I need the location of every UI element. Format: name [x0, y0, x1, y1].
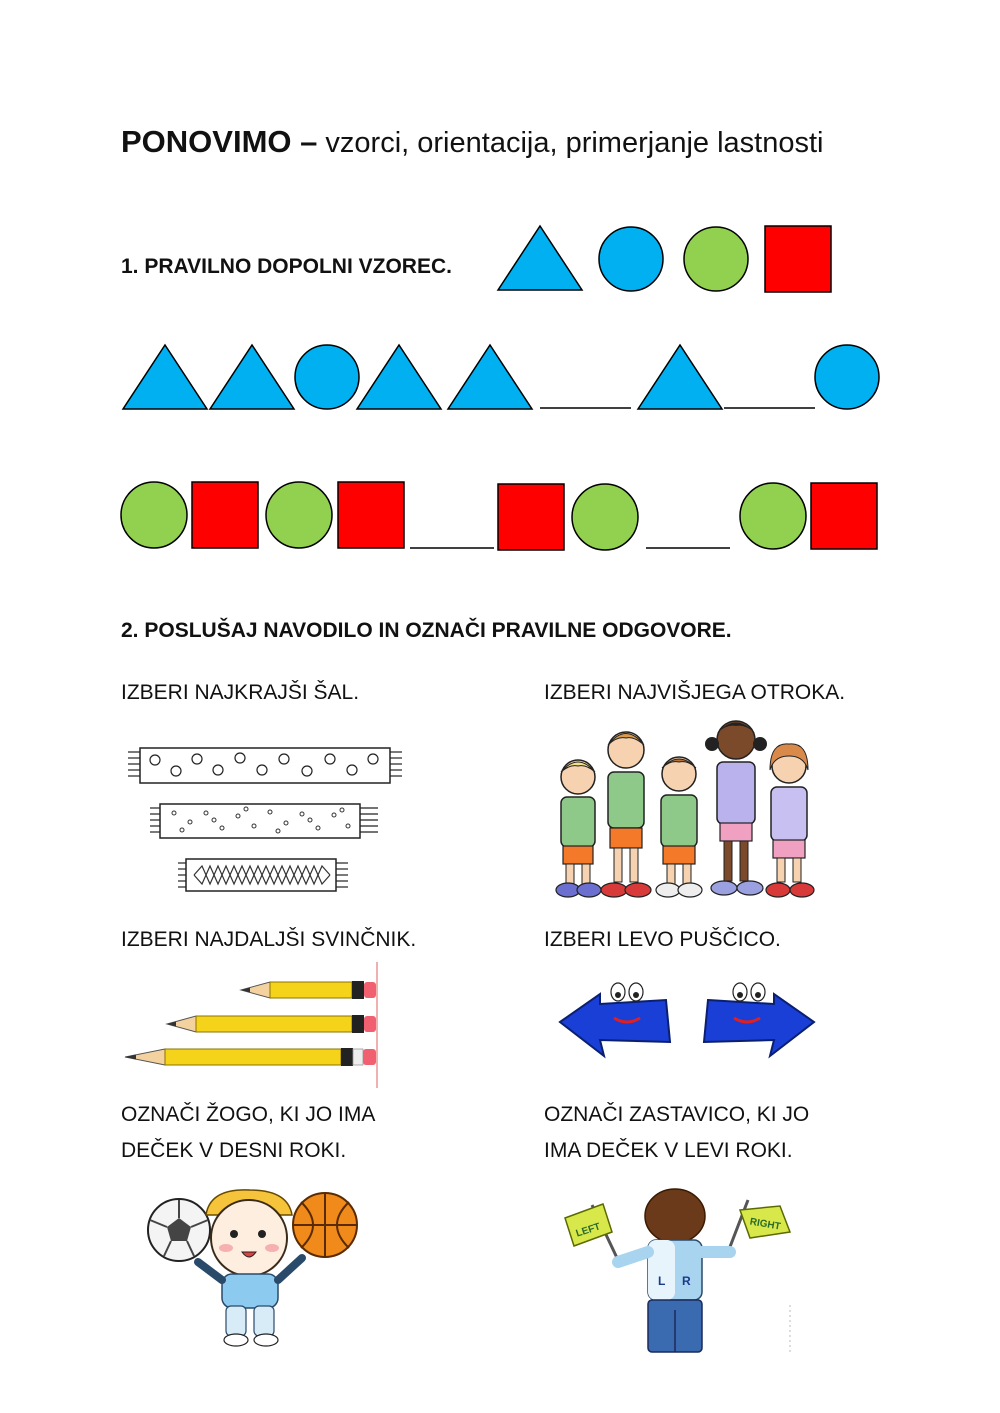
question-ball-line2: DEČEK V DESNI ROKI.	[121, 1139, 347, 1162]
flag-left-label: LEFT	[574, 1221, 602, 1240]
flag-right[interactable]	[728, 1200, 790, 1252]
shirt-letter-l: L	[658, 1274, 666, 1288]
task2-heading: 2. POSLUŠAJ NAVODILO IN OZNAČI PRAVILNE ODGOVORE.	[121, 619, 732, 642]
boy-2	[618, 1189, 730, 1352]
task1-heading: 1. PRAVILNO DOPOLNI VZOREC.	[121, 255, 452, 278]
question-shortest-scarf: IZBERI NAJKRAJŠI ŠAL.	[121, 681, 360, 704]
title-bold: PONOVIMO –	[121, 124, 318, 159]
question-left-arrow: IZBERI LEVO PUŠČICO.	[544, 928, 781, 951]
flag-right-label: RIGHT	[748, 1216, 782, 1233]
question-tallest-child: IZBERI NAJVIŠJEGA OTROKA.	[544, 681, 846, 704]
flag-left[interactable]	[565, 1204, 618, 1260]
question-ball-line1: OZNAČI ŽOGO, KI JO IMA	[121, 1103, 376, 1126]
title-subtitle: vzorci, orientacija, primerjanje lastnosti	[317, 127, 824, 159]
shirt-letter-r: R	[682, 1274, 691, 1288]
question-longest-pencil: IZBERI NAJDALJŠI SVINČNIK.	[121, 928, 417, 951]
question-flag-line2: IMA DEČEK V LEVI ROKI.	[544, 1139, 793, 1162]
question-flag-line1: OZNAČI ZASTAVICO, KI JO	[544, 1103, 810, 1126]
